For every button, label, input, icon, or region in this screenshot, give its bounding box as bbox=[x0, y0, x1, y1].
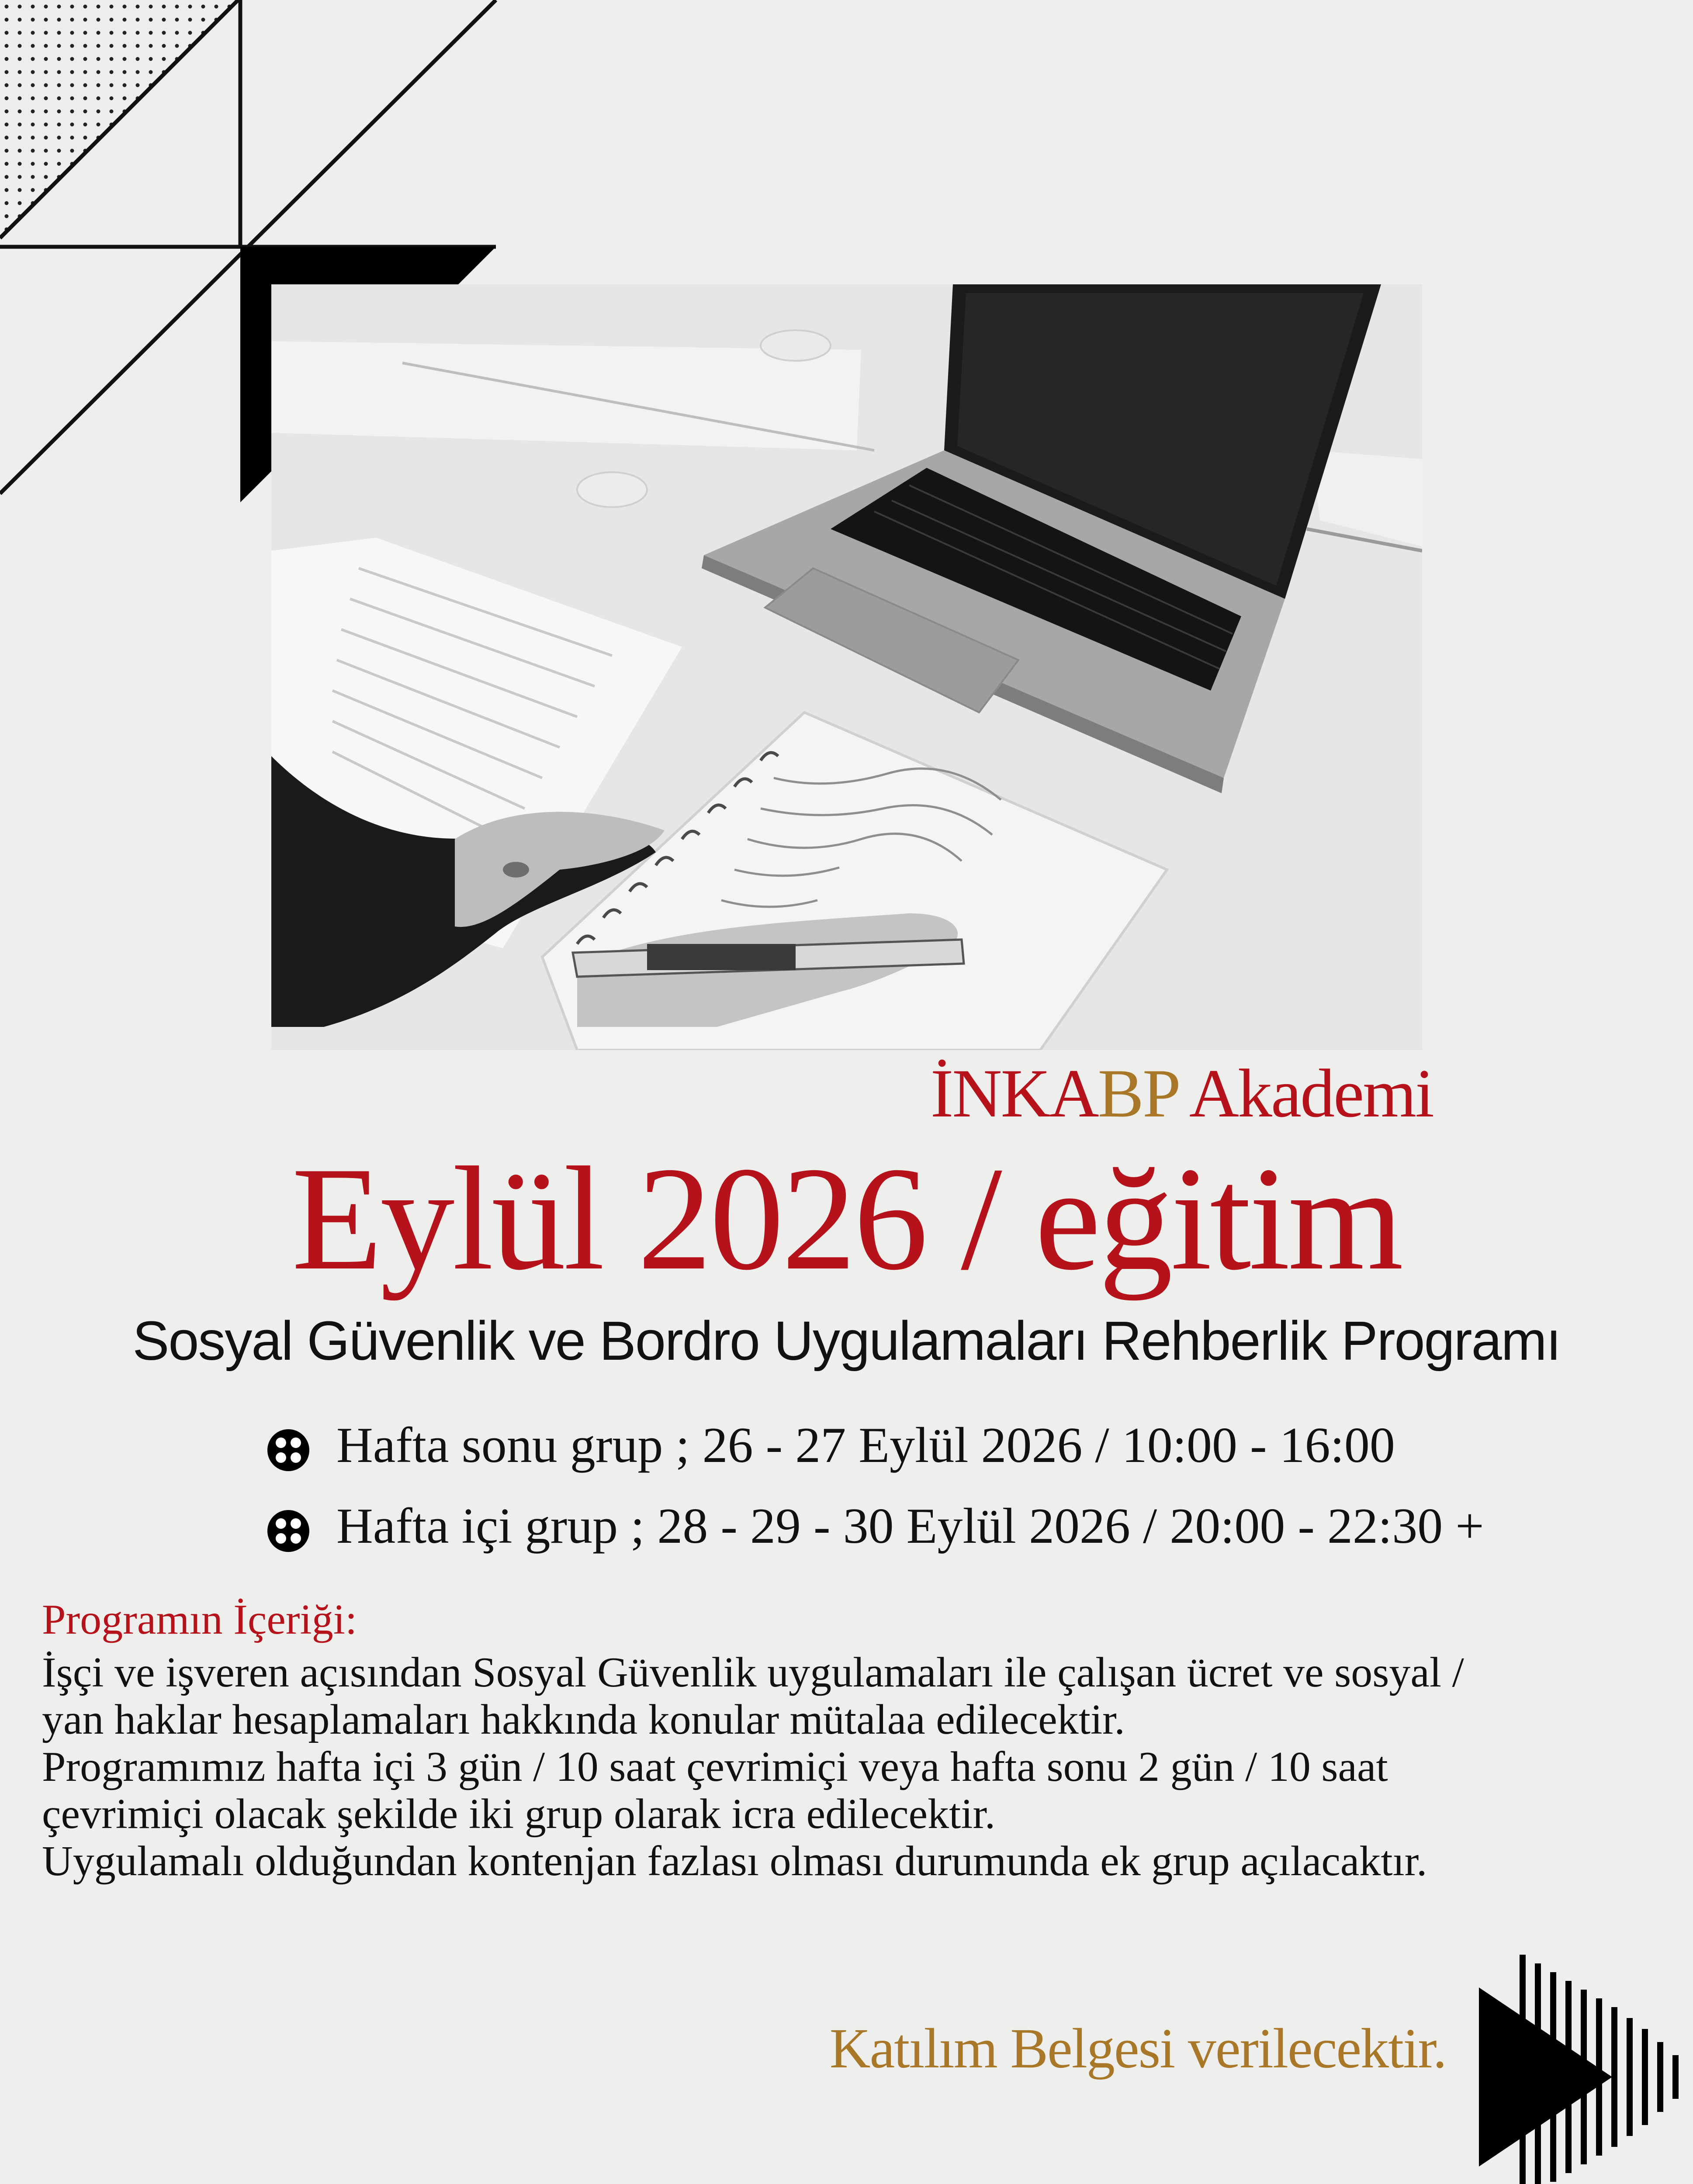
content-description bbox=[42, 1649, 1658, 1885]
brand-part-inka: İNKA bbox=[930, 1055, 1098, 1132]
content-line: Uygulamalı olduğundan kontenjan fazlası olması durumunda ek grup açılacaktır. bbox=[42, 1838, 1427, 1885]
brand-part-bp: BP bbox=[1098, 1055, 1177, 1132]
laptop-notebook-photo bbox=[271, 284, 1422, 1050]
content-line: yan haklar hesaplamaları hakkında konular mütalaa edilecektir. bbox=[42, 1696, 1125, 1743]
content-line: İşçi ve işveren açısından Sosyal Güvenlik uygulamaları ile çalışan ücret ve sosyal / bbox=[42, 1649, 1464, 1696]
content-line: çevrimiçi olacak şekilde iki grup olarak icra edilecektir. bbox=[42, 1790, 996, 1838]
content-heading: Programın İçeriği: bbox=[42, 1596, 357, 1643]
brand-name bbox=[271, 1055, 1433, 1132]
content-line: Programımız hafta içi 3 gün / 10 saat çevrimiçi veya hafta sonu 2 gün / 10 saat bbox=[42, 1743, 1388, 1790]
program-subtitle: Sosyal Güvenlik ve Bordro Uygulamaları Rehberlik Programı bbox=[132, 1310, 1561, 1372]
striped-play-icon bbox=[1475, 1955, 1693, 2184]
schedule-text: Hafta içi grup ; 28 - 29 - 30 Eylül 2026 / 20:00 - 22:30 + bbox=[336, 1498, 1484, 1554]
schedule-text: Hafta sonu grup ; 26 - 27 Eylül 2026 / 10:00 - 16:00 bbox=[336, 1417, 1395, 1473]
brand-part-akademi: Akademi bbox=[1177, 1055, 1433, 1132]
four-dot-circle-icon bbox=[267, 1509, 310, 1553]
four-dot-circle-icon bbox=[267, 1428, 310, 1472]
certificate-note: Katılım Belgesi verilecektir. bbox=[829, 2017, 1446, 2080]
page-title: Eylül 2026 / eğitim bbox=[291, 1136, 1402, 1301]
